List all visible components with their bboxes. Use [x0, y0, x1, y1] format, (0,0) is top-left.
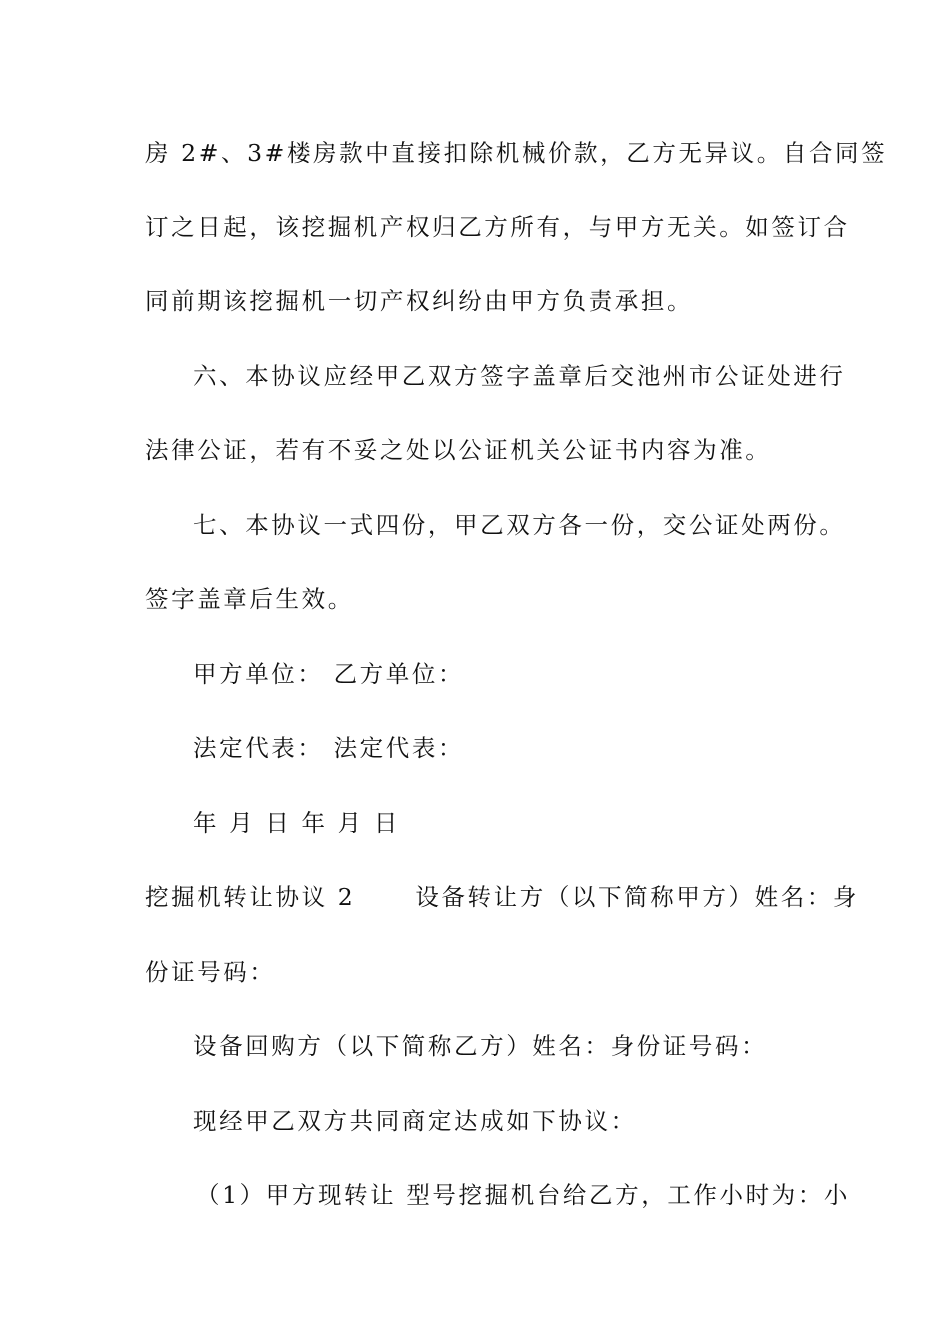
text-line: 签字盖章后生效。: [145, 585, 354, 613]
text-line: 七、本协议一式四份，甲乙双方各一份，交公证处两份。: [193, 511, 846, 539]
text-line: 设备回购方（以下简称乙方）姓名：身份证号码：: [193, 1032, 768, 1060]
text-line: 份证号码：: [145, 958, 276, 986]
text-line: 六、本协议应经甲乙双方签字盖章后交池州市公证处进行: [193, 362, 846, 390]
text-line: 现经甲乙双方共同商定达成如下协议：: [193, 1107, 637, 1135]
signature-representative-line: 法定代表： 法定代表：: [193, 734, 465, 762]
section-heading-line: [145, 882, 859, 912]
text-line: 订之日起，该挖掘机产权归乙方所有，与甲方无关。如签订合: [145, 213, 850, 241]
signature-party-line: 甲方单位： 乙方单位：: [193, 660, 465, 688]
text-line: 房 2#、3#楼房款中直接扣除机械价款，乙方无异议。自合同签: [145, 139, 888, 167]
text-line: 设备转让方（以下简称甲方）姓名：身: [415, 883, 860, 911]
text-line: （1）甲方现转让 型号挖掘机台给乙方，工作小时为：小: [196, 1181, 851, 1209]
section-title: 挖掘机转让协议 2: [145, 883, 356, 911]
signature-date-line: 年 月 日 年 月 日: [193, 809, 400, 837]
text-line: 同前期该挖掘机一切产权纠纷由甲方负责承担。: [145, 287, 694, 315]
text-line: 法律公证，若有不妥之处以公证机关公证书内容为准。: [145, 436, 772, 464]
